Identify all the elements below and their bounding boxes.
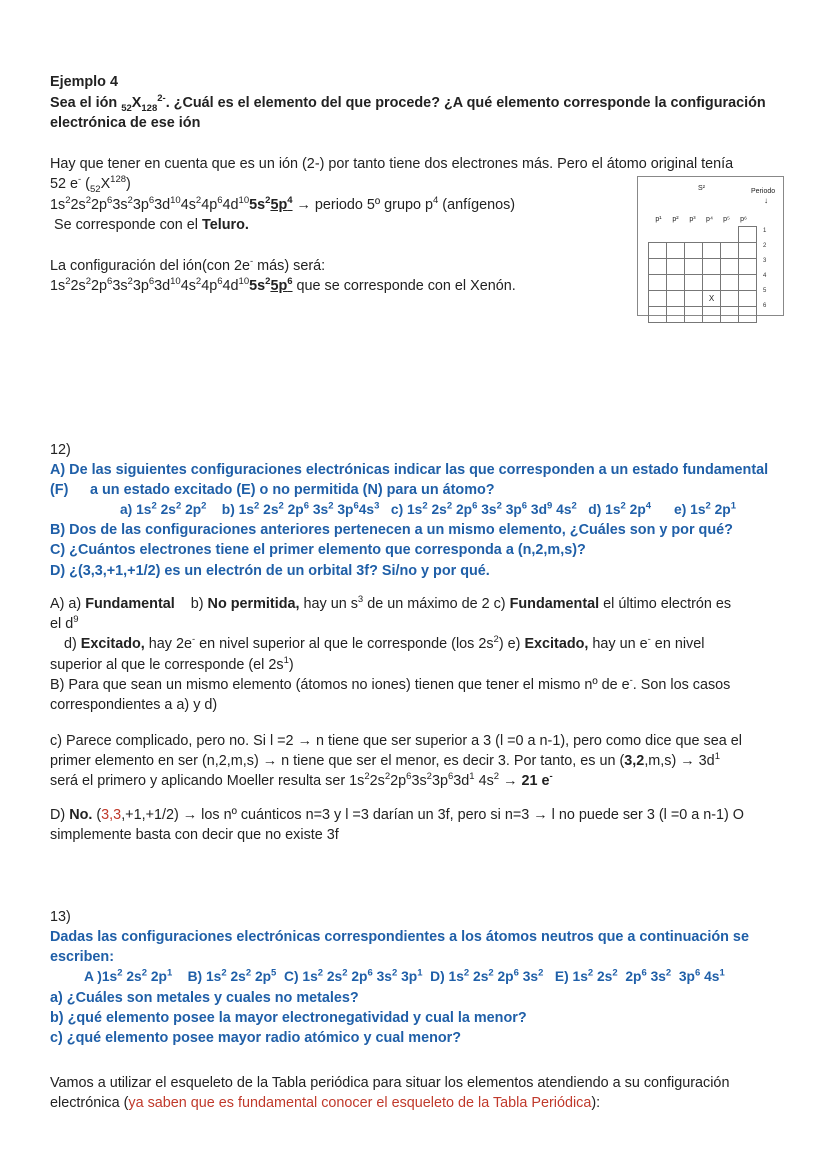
table-grid [648, 226, 757, 323]
q12-B: B) Dos de las configuraciones anteriores pertenecen a un mismo elemento, ¿Cuáles son y por qué? [50, 522, 733, 538]
q12-number: 12) [50, 442, 71, 458]
example-title: Ejemplo 4 [50, 74, 118, 90]
ans12-C-line2: primer elemento en ser (n,2,m,s) → n tiene que ser el menor, es decir 3. Por tanto, es un $(3,2,m,s) \to 3d^1$ [50, 751, 720, 769]
example-paragraph: Hay que tener en cuenta que es un ión (2-) por tanto tiene dos electrones más. Pero el átomo original tenía [50, 156, 734, 172]
atom-configuration: $1s^22s^22p^63s^23p^63d^{10}4s^24p^64d^{10}5s^25p^4$ → periodo 5º grupo $p^4$ (anfígenos) [50, 195, 516, 213]
q12-D: D) ¿(3,3,+1,+1/2) es un electrón de un orbital 3f? Si/no y por qué. [50, 563, 490, 579]
p-headers: p¹ p² p³ p⁴ p⁵ p⁶ [655, 216, 747, 223]
q13-intro-line2: electrónica (ya saben que es fundamental conocer el esqueleto de la Tabla Periódica): [50, 1095, 601, 1111]
q13-a: a) ¿Cuáles son metales y cuales no metales? [50, 990, 359, 1006]
q13-statement-line2: escriben: [50, 949, 114, 965]
row-6: 6 [763, 303, 767, 309]
ans12-B-line1: B) Para que sean un mismo elemento (átomos no iones) tienen que tener el mismo nº de e-. Son los casos [50, 675, 731, 693]
example-question-line2: electrónica de ese ión [50, 115, 201, 131]
q12-A-line2: a un estado excitado (E) o no permitida (N) para un átomo? [90, 482, 495, 498]
q12-C: C) ¿Cuántos electrones tiene el primer elemento que corresponda a (n,2,m,s)? [50, 542, 586, 558]
arrow-down-icon: ↓ [764, 196, 768, 205]
s2-label: S² [698, 185, 705, 192]
periodo-label: Periodo [751, 188, 776, 195]
q13-statement: Dadas las configuraciones electrónicas correspondientes a los átomos neutros que a continuación se [50, 929, 749, 945]
ans12-A-line1: A) a) Fundamental b) No permitida, hay un $s^3$ de un máximo de 2 c) Fundamental el último electrón es [50, 594, 732, 612]
q12-A-line1: A) De las siguientes configuraciones electrónicas indicar las que corresponden a un estado fundamental (F) [50, 462, 769, 498]
row-1: 1 [763, 228, 767, 234]
x-mark: X [703, 291, 721, 307]
q13-options: A )$1s^2$ $2s^2$ $2p^1$ B) $1s^2$ $2s^2$ $2p^5$ C) $1s^2$ $2s^2$ $2p^6$ $3s^2$ $3p^1$ D) $1s^2$ $2s^2$ $2p^6$ $3s^2$ E) $1s^2$ $2s^2$ $2p^6$ $3s^2$ $3p^6$ $4s^1$ [84, 967, 725, 984]
q13-number: 13) [50, 909, 71, 925]
row-2: 2 [763, 243, 767, 249]
ans12-D-line2: simplemente basta con decir que no existe 3f [50, 827, 339, 843]
ans12-C-line3: será el primero y aplicando Moeller resulta ser $1s^22s^22p^63s^23p^63d^1$ $4s^2 \to 21$ e- [50, 771, 553, 789]
ans12-D-line1: D) No. (3,3,+1,+1/2) → los nº cuánticos n=3 y l =3 darían un 3f, pero si n=3 → l no puede ser 3 (l =0 a n-1) O [50, 807, 745, 823]
teluro-line: Se corresponde con el Teluro. [54, 217, 249, 233]
ans12-A-line2: el $d^9$ [50, 614, 79, 632]
ans12-e-line2: superior al que le corresponde (el $2s^1$) [50, 655, 294, 673]
row-3: 3 [763, 258, 767, 264]
example-question: Sea el ión $_{52}X_{128}^{2-}$. ¿Cuál es el elemento del que procede? ¿A qué elemento corresponde la configuración [50, 93, 766, 114]
q13-intro-line1: Vamos a utilizar el esqueleto de la Tabla periódica para situar los elementos atendiendo a su configuración [50, 1075, 730, 1091]
atom-electrons: 52 e- $(_{52}X^{128})$ [50, 174, 131, 195]
periodic-table-skeleton [637, 176, 784, 316]
row-5: 5 [763, 288, 767, 294]
ans12-d-line: d) Excitado, hay 2e- en nivel superior al que le corresponde (los $2s^2$) e) Excitado, hay un e- en nivel [64, 634, 705, 652]
row-4: 4 [763, 273, 767, 279]
q12-options: a) $1s^2$ $2s^2$ $2p^2$ b) $1s^2$ $2s^2$ $2p^6$ $3s^2$ $3p^64s^3$ c) $1s^2$ $2s^2$ $2p^6$ $3s^2$ $3p^6$ $3d^9$ $4s^2$ d) $1s^2$ $2p^4$ e) $1s^2$ $2p^1$ [120, 500, 737, 517]
q13-c: c) ¿qué elemento posee mayor radio atómico y cual menor? [50, 1030, 462, 1046]
ans12-C-line1: c) Parece complicado, pero no. Si l =2 → n tiene que ser superior a 3 (l =0 a n-1), pero como dice que sea el [50, 733, 742, 749]
q13-b: b) ¿qué elemento posee la mayor electronegatividad y cual la menor? [50, 1010, 527, 1026]
ion-line: La configuración del ión(con 2e- más) será: [50, 256, 326, 274]
ion-configuration: $1s^22s^22p^63s^23p^63d^{10}4s^24p^64d^{10}5s^25p^6$ que se corresponde con el Xenón. [50, 276, 516, 294]
ans12-B-line2: correspondientes a a) y d) [50, 697, 218, 713]
